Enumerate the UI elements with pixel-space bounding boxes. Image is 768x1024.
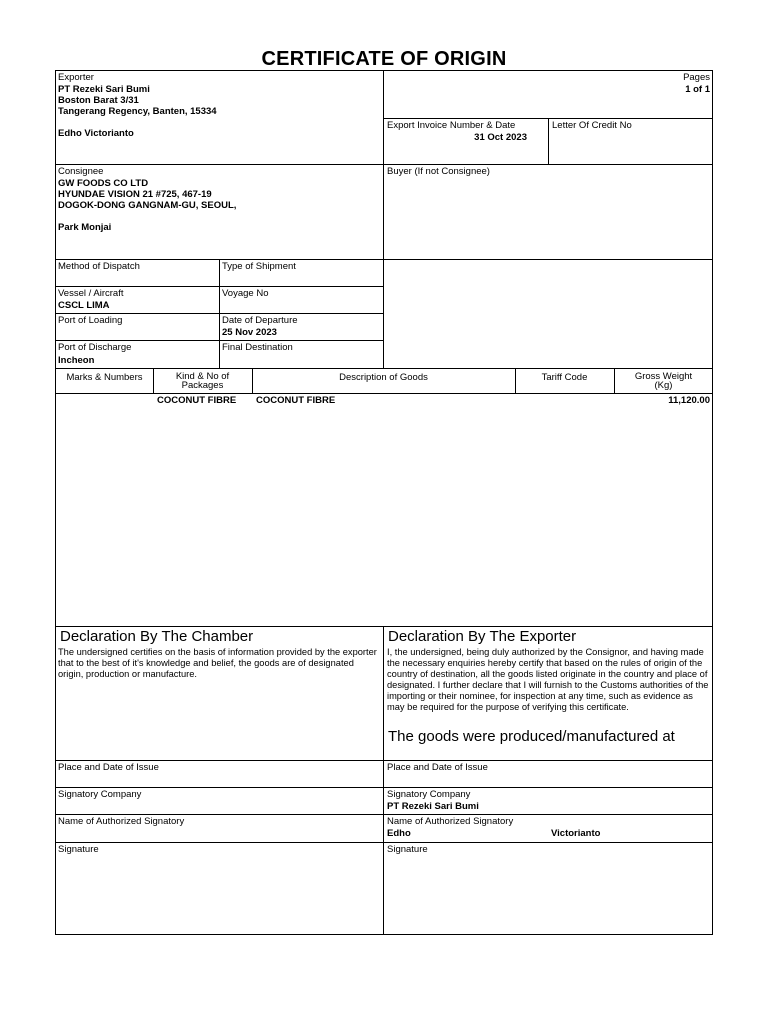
kind-header-line2: Packages <box>181 380 224 391</box>
vessel-value: CSCL LIMA <box>58 300 110 311</box>
consignee-name: GW FOODS CO LTD <box>58 178 149 189</box>
method-of-dispatch-label: Method of Dispatch <box>58 261 140 272</box>
vessel-label: Vessel / Aircraft <box>58 288 124 299</box>
exporter-signatory-company-label: Signatory Company <box>387 789 471 800</box>
pages-label: Pages <box>683 72 710 83</box>
exporter-signatory-company-value: PT Rezeki Sari Bumi <box>387 801 479 812</box>
divider <box>56 393 713 394</box>
consignee-address-line2: DOGOK-DONG GANGNAM-GU, SEOUL, <box>58 200 237 211</box>
exporter-label: Exporter <box>58 72 94 83</box>
goods-kind: COCONUT FIBRE <box>157 395 237 406</box>
divider <box>56 787 713 788</box>
departure-date-value: 25 Nov 2023 <box>222 327 277 338</box>
chamber-declaration-text: The undersigned certifies on the basis of information provided by the exporter that to the best of it's knowledge and belief, the goods are of designated origin, production or manufacture. <box>58 647 377 679</box>
description-header: Description of Goods <box>339 372 428 383</box>
port-of-discharge-value: Incheon <box>58 355 95 366</box>
divider <box>56 760 713 761</box>
type-of-shipment-label: Type of Shipment <box>222 261 296 272</box>
consignee-contact: Park Monjai <box>58 222 112 233</box>
invoice-label: Export Invoice Number & Date <box>387 120 516 131</box>
divider <box>56 313 383 314</box>
exporter-address-line1: Boston Barat 3/31 <box>58 95 139 106</box>
weight-header-line2: (Kg) <box>654 380 673 391</box>
chamber-signature-label: Signature <box>58 844 99 855</box>
tariff-header: Tariff Code <box>541 372 588 383</box>
goods-gross-weight: 11,120.00 <box>668 395 710 406</box>
chamber-signatory-company-label: Signatory Company <box>58 789 142 800</box>
voyage-label: Voyage No <box>222 288 269 299</box>
chamber-place-date-label: Place and Date of Issue <box>58 762 159 773</box>
consignee-label: Consignee <box>58 166 104 177</box>
divider <box>56 259 713 260</box>
document-title: CERTIFICATE OF ORIGIN <box>261 48 507 70</box>
divider <box>56 626 713 627</box>
divider <box>548 118 549 164</box>
weight-header-line1: Gross Weight <box>634 371 693 382</box>
divider <box>383 626 384 935</box>
chamber-declaration-title: Declaration By The Chamber <box>60 628 254 645</box>
exporter-contact: Edho Victorianto <box>58 128 134 139</box>
letter-of-credit-label: Letter Of Credit No <box>552 120 632 131</box>
final-destination-label: Final Destination <box>222 342 293 353</box>
divider <box>56 842 713 843</box>
production-statement: The goods were produced/manufactured at <box>388 728 675 745</box>
pages-value: 1 of 1 <box>685 84 710 95</box>
certificate-form <box>55 70 713 935</box>
divider <box>383 71 384 368</box>
buyer-label: Buyer (If not Consignee) <box>387 166 490 177</box>
divider <box>56 164 713 165</box>
exporter-signatory-last-name: Victorianto <box>551 828 601 839</box>
divider <box>56 814 713 815</box>
goods-description: COCONUT FIBRE <box>256 395 336 406</box>
exporter-authorized-name-label: Name of Authorized Signatory <box>387 816 514 827</box>
port-of-loading-label: Port of Loading <box>58 315 123 326</box>
exporter-place-date-label: Place and Date of Issue <box>387 762 488 773</box>
marks-header: Marks & Numbers <box>66 372 143 383</box>
chamber-authorized-name-label: Name of Authorized Signatory <box>58 816 185 827</box>
departure-date-label: Date of Departure <box>222 315 298 326</box>
exporter-signatory-first-name: Edho <box>387 828 411 839</box>
divider <box>56 340 383 341</box>
exporter-declaration-title: Declaration By The Exporter <box>388 628 577 645</box>
port-of-discharge-label: Port of Discharge <box>58 342 132 353</box>
exporter-address-line2: Tangerang Regency, Banten, 15334 <box>58 106 217 117</box>
exporter-declaration-text: I, the undersigned, being duly authorized by the Consignor, and having made the necessary enquiries hereby certify that based on the rules of origin of the country of destination, all the goods listed originate in the country and place of designated. I further declare that I will furnish to the Customs authorities of the importing or their nominee, for inspection at any time, such as evidence as may be required for the purpose of verifying this certificate. <box>387 647 709 712</box>
invoice-value: 31 Oct 2023 <box>474 132 527 143</box>
consignee-address-line1: HYUNDAE VISION 21 #725, 467-19 <box>58 189 212 200</box>
divider <box>56 286 383 287</box>
kind-header-line1: Kind & No of <box>175 371 230 382</box>
exporter-name: PT Rezeki Sari Bumi <box>58 84 150 95</box>
exporter-signature-label: Signature <box>387 844 428 855</box>
